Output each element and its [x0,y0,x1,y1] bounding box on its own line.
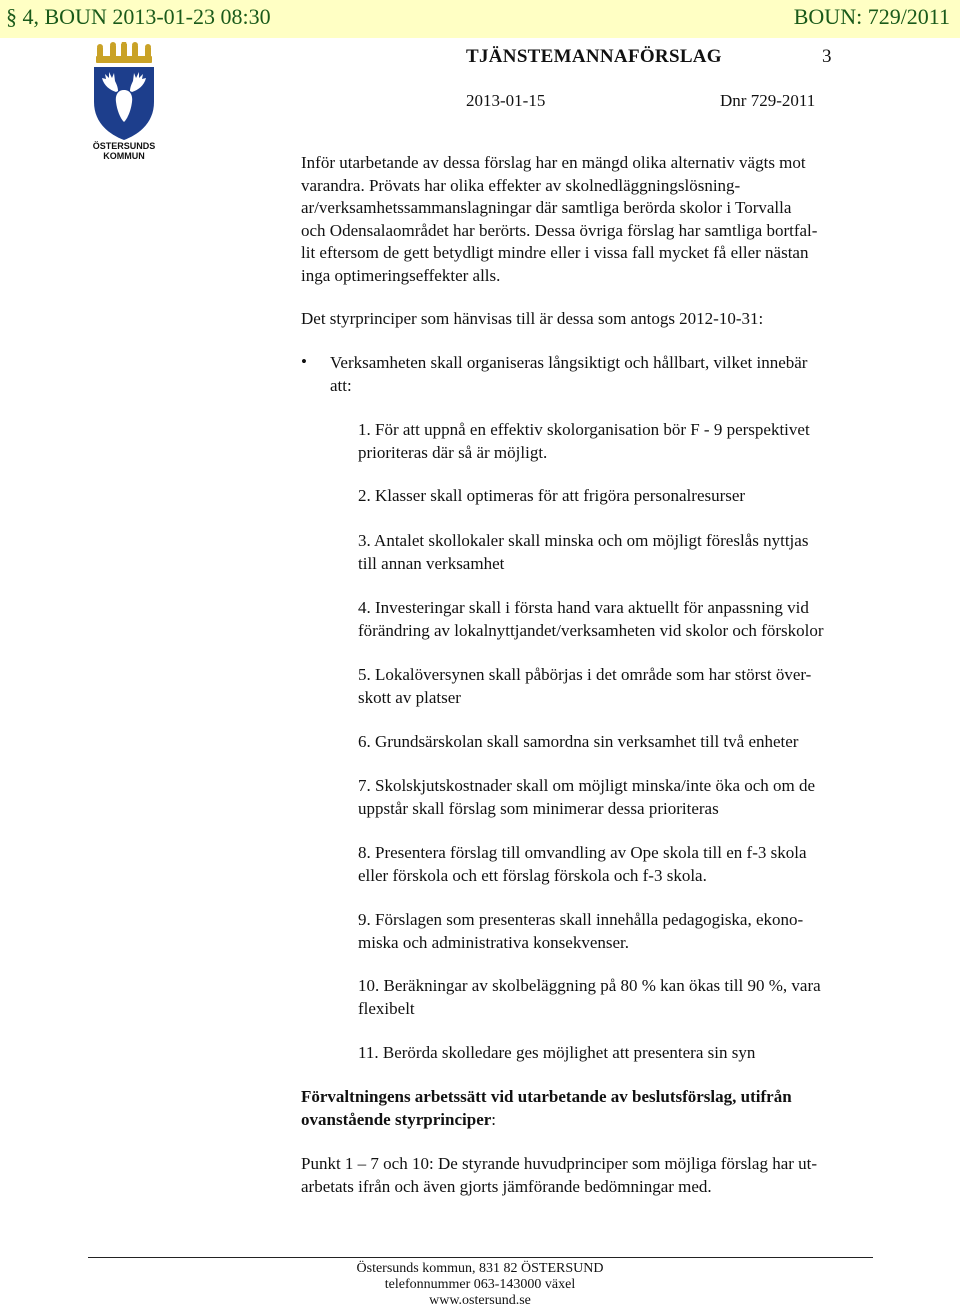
bullet-line: Verksamheten skall organiseras långsiktigt och hållbart, vilket innebär [330,353,808,372]
item-line: 7. Skolskjutskostnader skall om möjligt minska/inte öka och om de [358,776,816,795]
logo-text-line2: KOMMUN [103,151,145,160]
paragraph-line: lit eftersom de gett betydligt mindre eller i vissa fall mycket få eller nästan [301,243,809,262]
principle-item-5 [358,664,898,709]
document-registration-number: Dnr 729-2011 [720,91,816,110]
principle-item-8 [358,842,898,887]
item-line: 2. Klasser skall optimeras för att frigöra personalresurser [358,486,746,505]
item-line: till annan verksamhet [358,553,505,573]
page-number: 3 [822,46,832,67]
item-line: flexibelt [358,998,415,1018]
item-line: förändring av lokalnyttjandet/verksamheten vid skolor och förskolor [358,620,824,640]
item-line: 6. Grundsärskolan skall samordna sin verksamhet till två enheter [358,732,799,751]
item-line: 1. För att uppnå en effektiv skolorganisation bör F - 9 perspektivet [358,420,810,439]
item-line: prioriteras där så är möjligt. [358,442,548,462]
topbar-section-ref: § 4, BOUN 2013-01-23 08:30 [6,4,271,29]
principle-item-9 [358,909,898,954]
document-title: TJÄNSTEMANNAFÖRSLAG [466,46,722,67]
bullet-item [330,352,900,397]
principle-item-6 [358,731,898,754]
paragraph-line: arbetats ifrån och även gjorts jämförande bedömningar med. [301,1176,712,1196]
item-line: eller förskola och ett förslag förskola och f-3 skola. [358,865,707,885]
principles-intro: Det styrprinciper som hänvisas till är dessa som antogs 2012-10-31: [301,309,764,328]
ostersund-coat-of-arms-logo [88,42,160,160]
document-date: 2013-01-15 [466,91,546,110]
principle-item-7 [358,775,898,820]
heading-colon: : [491,1109,497,1129]
item-line: skott av platser [358,687,461,707]
principle-item-1 [358,419,898,464]
bullet-line: att: [330,375,352,395]
principle-item-2 [358,485,898,508]
footer-phone: telefonnummer 063-143000 växel [384,1277,576,1292]
closing-paragraph [301,1153,901,1198]
paragraph-line: och Odensalaområdet har berörts. Dessa övriga förslag har samtliga bortfal- [301,220,818,240]
footer-divider [88,1257,873,1258]
item-line: 4. Investeringar skall i första hand vara aktuellt för anpassning vid [358,598,809,617]
paragraph-line: inga optimeringseffekter alls. [301,265,501,285]
footer-address: Östersunds kommun, 831 82 ÖSTERSUND [356,1261,604,1276]
principle-item-11 [358,1042,898,1065]
intro-paragraph [301,152,901,287]
heading-line-text: ovanstående styrprinciper [301,1109,492,1129]
principle-item-10 [358,975,898,1020]
paragraph-line: Punkt 1 – 7 och 10: De styrande huvudprinciper som möjliga förslag har ut- [301,1154,818,1173]
bullet-icon: • [301,352,307,371]
topbar-case-number: BOUN: 729/2011 [793,4,950,29]
document-topbar [0,0,960,38]
item-line: 8. Presentera förslag till omvandling av Ope skola till en f-3 skola [358,843,807,862]
item-line: 10. Beräkningar av skolbeläggning på 80 % kan ökas till 90 %, vara [358,976,821,995]
footer-website: www.ostersund.se [429,1293,531,1308]
paragraph-line: varandra. Prövats har olika effekter av skolnedläggningslösning- [301,175,741,195]
heading-line: Förvaltningens arbetssätt vid utarbetande av beslutsförslag, utifrån [301,1087,792,1106]
heading-line-2 [301,1109,901,1132]
paragraph-line: ar/verksamhetssammanslagningar där samtliga berörda skolor i Torvalla [301,198,792,217]
item-line: 5. Lokalöversynen skall påbörjas i det område som har störst över- [358,665,812,684]
paragraph-line: Inför utarbetande av dessa förslag har en mängd olika alternativ vägts mot [301,153,806,172]
item-line: miska och administrativa konsekvenser. [358,932,629,952]
principle-item-3 [358,530,898,575]
principle-item-4 [358,597,898,642]
logo-text-line1: ÖSTERSUNDS [92,141,156,151]
item-line: 9. Förslagen som presenteras skall innehålla pedagogiska, ekono- [358,910,804,929]
item-line: 3. Antalet skollokaler skall minska och om möjligt föreslås nyttjas [358,531,809,550]
item-line: uppstår skall förslag som minimerar dessa prioriteras [358,798,719,818]
item-line: 11. Berörda skolledare ges möjlighet att presentera sin syn [358,1043,756,1062]
section-heading [301,1086,901,1131]
